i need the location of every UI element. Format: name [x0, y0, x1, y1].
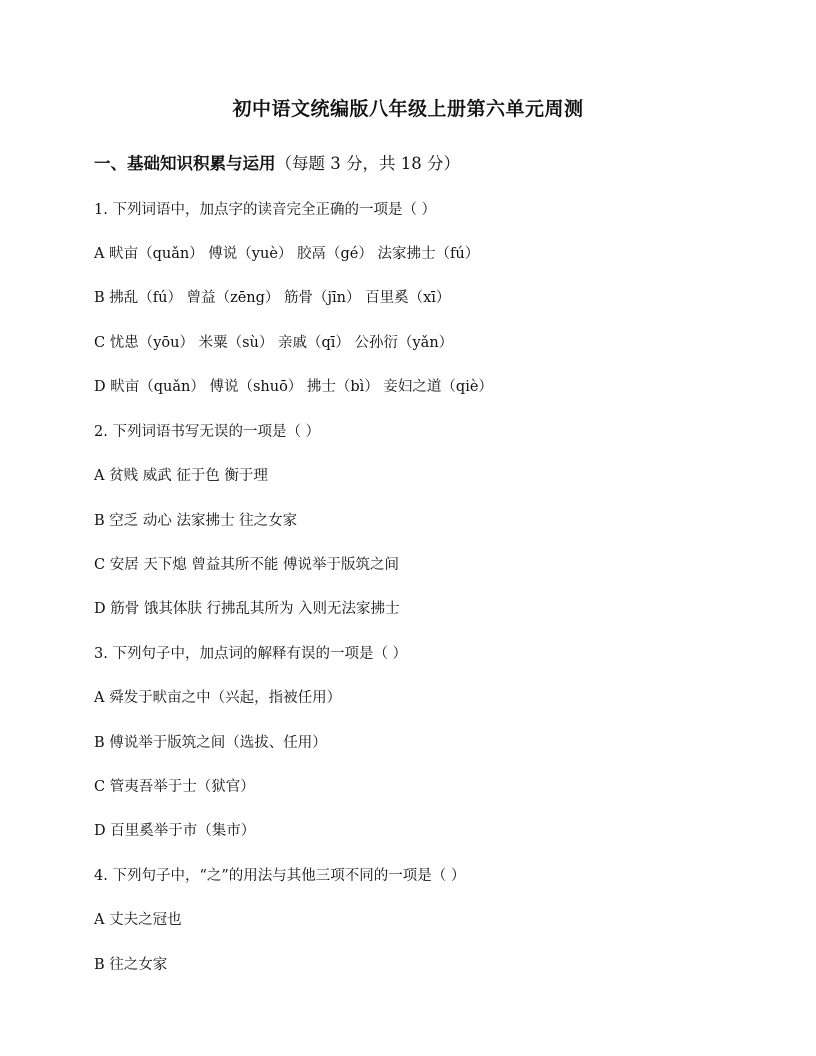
question-1-stem: 1. 下列词语中，加点字的读音完全正确的一项是（ ）: [94, 202, 437, 218]
question-2-stem: 2. 下列词语书写无误的一项是（ ）: [94, 424, 321, 440]
question-3-option-b: B 傅说举于版筑之间（选拔、任用）: [94, 735, 327, 751]
section-heading-text: 一、基础知识积累与运用: [94, 154, 276, 173]
section-heading: [94, 150, 460, 174]
question-2-option-b: B 空乏 动心 法家拂士 往之女家: [94, 513, 298, 529]
question-3-stem: 3. 下列句子中，加点词的解释有误的一项是（ ）: [94, 646, 408, 662]
question-2-option-c: C 安居 天下熄 曾益其所不能 傅说举于版筑之间: [94, 557, 400, 573]
question-2-option-d: D 筋骨 饿其体肤 行拂乱其所为 入则无法家拂士: [94, 601, 400, 617]
question-4-stem: 4. 下列句子中，“之”的用法与其他三项不同的一项是（ ）: [94, 868, 466, 884]
question-3-option-a: A 舜发于畎亩之中（兴起，指被任用）: [94, 690, 342, 706]
question-3-option-d: D 百里奚举于市（集市）: [94, 823, 256, 839]
question-2-option-a: A 贫贱 威武 征于色 衡于理: [94, 468, 268, 484]
document-title: 初中语文统编版八年级上册第六单元周测: [232, 98, 584, 120]
question-1-option-c: C 忧患（yōu） 米粟（sù） 亲戚（qī） 公孙衍（yǎn）: [94, 335, 454, 351]
question-4-option-a: A 丈夫之冠也: [94, 912, 182, 928]
question-4-option-b: B 往之女家: [94, 957, 168, 973]
question-1-option-a: A 畎亩（quǎn） 傅说（yuè） 胶鬲（gé） 法家拂士（fú）: [94, 246, 480, 262]
question-1-option-d: D 畎亩（quǎn） 傅说（shuō） 拂士（bì） 妾妇之道（qiè）: [94, 379, 493, 395]
section-score-note: （每题 3 分，共 18 分）: [275, 154, 460, 173]
question-1-option-b: B 拂乱（fú） 曾益（zēng） 筋骨（jīn） 百里奚（xī）: [94, 290, 451, 306]
question-3-option-c: C 管夷吾举于士（狱官）: [94, 779, 255, 795]
